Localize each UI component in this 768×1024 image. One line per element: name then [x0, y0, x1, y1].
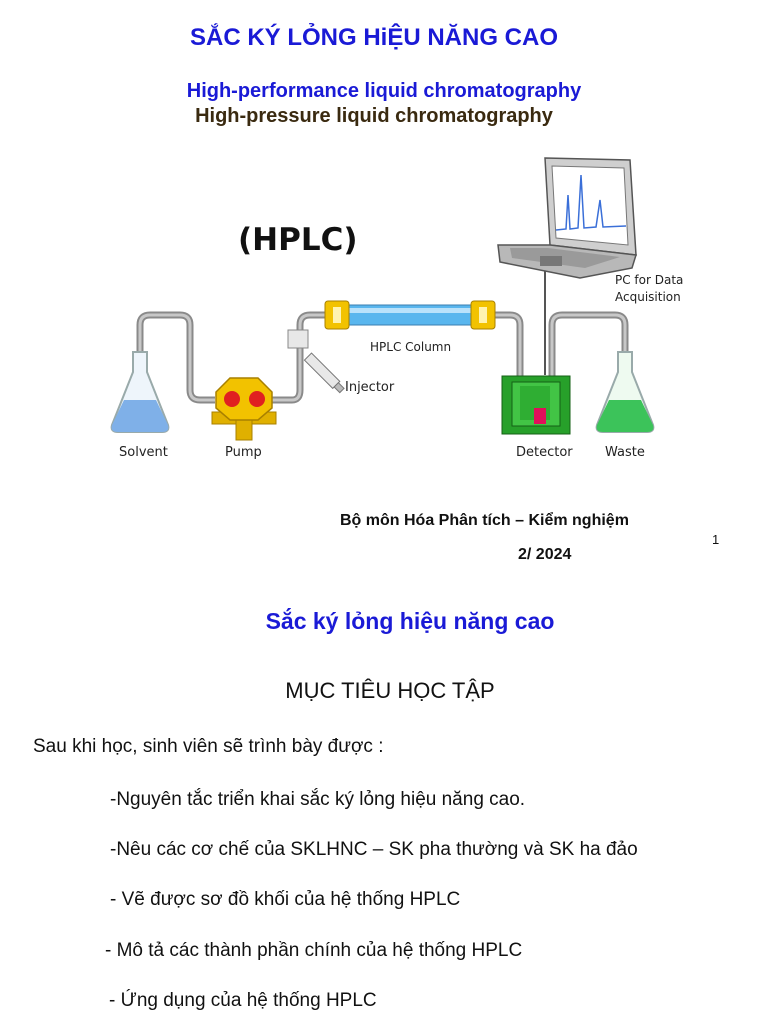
date: 2/ 2024 — [518, 546, 572, 563]
label-waste: Waste — [605, 445, 645, 460]
page-title: SẮC KÝ LỎNG HiỆU NĂNG CAO — [189, 24, 558, 51]
label-pump: Pump — [225, 445, 262, 460]
hplc-abbrev: (HPLC) — [238, 222, 358, 258]
objective-item: -Nêu các cơ chế của SKLHNC – SK pha thường và SK ha đảo — [110, 839, 638, 860]
label-pc-line1: PC for Data — [615, 273, 684, 287]
label-hplc-column: HPLC Column — [370, 340, 452, 354]
objective-item: - Ứng dụng của hệ thống HPLC — [109, 990, 377, 1011]
laptop-pc — [498, 158, 636, 278]
objective-item: -Nguyên tắc triển khai sắc ký lỏng hiệu năng cao. — [110, 789, 526, 810]
label-solvent: Solvent — [119, 445, 168, 460]
tube-detector-waste — [552, 315, 625, 378]
objectives-intro: Sau khi học, sinh viên sẽ trình bày được : — [33, 736, 384, 757]
subtitle-english-2: High-pressure liquid chromatography — [195, 105, 553, 127]
hplc-diagram — [0, 150, 768, 470]
label-detector: Detector — [516, 445, 573, 460]
pump — [212, 378, 276, 440]
objective-item: - Mô tả các thành phần chính của hệ thống HPLC — [105, 940, 523, 961]
detector — [502, 376, 570, 434]
waste-flask — [597, 352, 654, 432]
page-number: 1 — [712, 532, 720, 547]
objectives-heading: MỤC TIÊU HỌC TẬP — [285, 678, 495, 703]
solvent-flask — [112, 352, 169, 432]
hplc-column — [325, 301, 495, 329]
tube-column-detector — [495, 315, 520, 378]
objective-item: - Vẽ được sơ đồ khối của hệ thống HPLC — [110, 889, 461, 910]
department-name: Bộ môn Hóa Phân tích – Kiểm nghiệm — [340, 512, 629, 529]
label-pc-line2: Acquisition — [615, 290, 681, 304]
label-injector: Injector — [345, 380, 395, 395]
slide-title: Sắc ký lỏng hiệu năng cao — [265, 608, 555, 634]
subtitle-english-1: High-performance liquid chromatography — [186, 80, 582, 102]
